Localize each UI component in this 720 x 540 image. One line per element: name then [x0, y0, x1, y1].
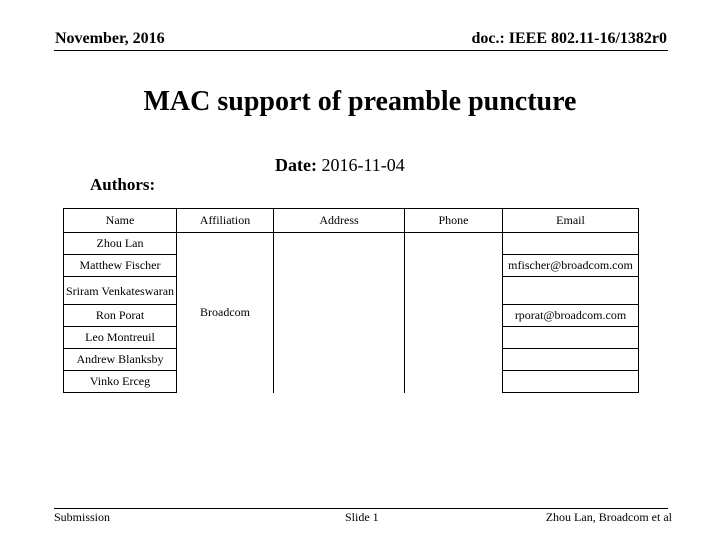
column-header-email: Email	[503, 209, 639, 233]
column-header-phone: Phone	[405, 209, 503, 233]
table-row-name: Leo Montreuil	[64, 327, 177, 349]
header-date: November, 2016	[55, 30, 165, 47]
date-value: 2016-11-04	[321, 155, 405, 175]
table-row-name: Sriram Venkateswaran	[64, 277, 177, 305]
table-row-name: Vinko Erceg	[64, 371, 177, 393]
affiliation-cell: Broadcom	[177, 233, 274, 393]
table-row-email	[503, 233, 639, 255]
address-cell	[274, 233, 405, 393]
table-row-email: rporat@broadcom.com	[503, 305, 639, 327]
phone-cell	[405, 233, 503, 393]
footer-slide-number: Slide 1	[345, 510, 379, 524]
footer-divider	[54, 508, 668, 509]
slide-date	[275, 155, 405, 176]
table-row-name: Ron Porat	[64, 305, 177, 327]
footer-authors: Zhou Lan, Broadcom et al	[545, 510, 672, 524]
table-row-name: Zhou Lan	[64, 233, 177, 255]
table-row-email: mfischer@broadcom.com	[503, 255, 639, 277]
date-label: Date:	[275, 155, 317, 175]
footer-submission: Submission	[54, 510, 111, 524]
header-doc-id: doc.: IEEE 802.11-16/1382r0	[471, 30, 667, 47]
table-row-email	[503, 349, 639, 371]
header-divider	[54, 50, 668, 51]
table-row-name: Matthew Fischer	[64, 255, 177, 277]
table-row-email	[503, 327, 639, 349]
column-header-name: Name	[64, 209, 177, 233]
column-header-affiliation: Affiliation	[177, 209, 274, 233]
slide-title: MAC support of preamble puncture	[143, 86, 577, 117]
table-row-name: Andrew Blanksby	[64, 349, 177, 371]
authors-heading: Authors:	[90, 175, 156, 194]
authors-table	[63, 208, 639, 393]
table-row-email	[503, 371, 639, 393]
table-row-email	[503, 277, 639, 305]
column-header-address: Address	[274, 209, 405, 233]
